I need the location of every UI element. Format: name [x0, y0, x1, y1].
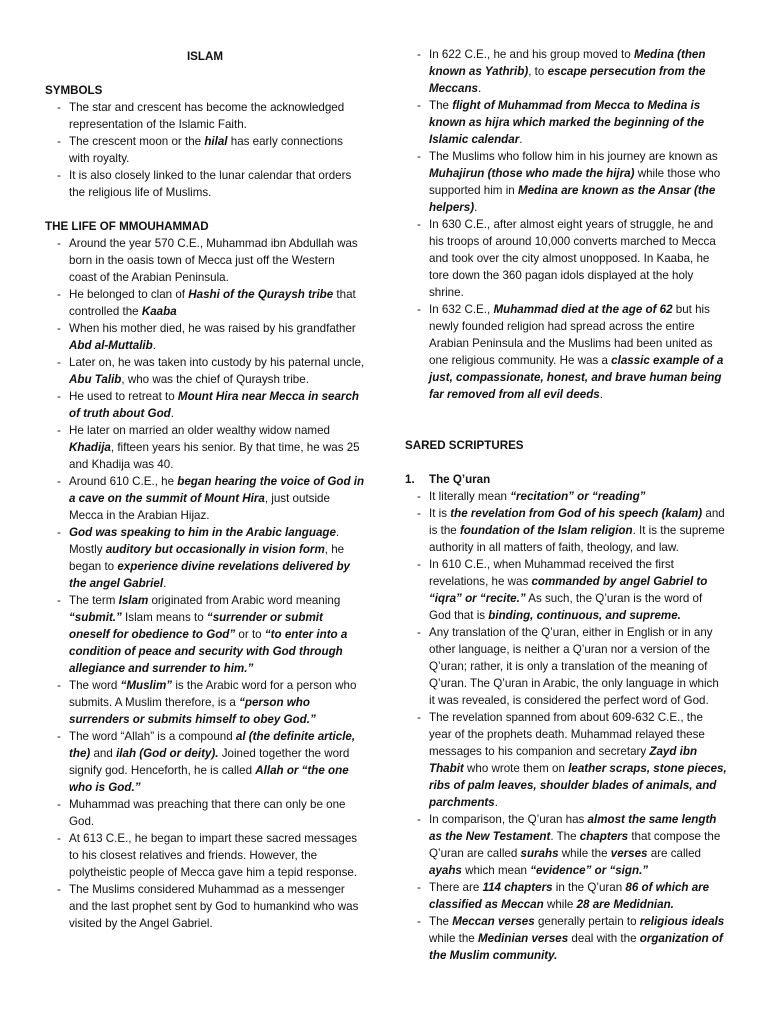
- left-column: [45, 0, 365, 932]
- bullet-dash: -: [417, 48, 421, 61]
- text-run: Zayd ibn Thabit: [429, 745, 698, 775]
- text-run: in the Q’uran: [552, 881, 626, 894]
- list-item: [405, 709, 727, 811]
- text-run: .: [474, 201, 478, 214]
- bullet-dash: -: [417, 626, 421, 639]
- text-run: binding, continuous, and supreme.: [488, 609, 681, 622]
- text-run: Medina are known as the Ansar (the helpers): [429, 184, 716, 214]
- text-run: In comparison, the Q’uran has: [429, 813, 588, 826]
- bullet-dash: -: [57, 679, 61, 692]
- text-run: the revelation from God of his speech (kalam): [450, 507, 703, 520]
- text-run: 114 chapters: [482, 881, 553, 894]
- bullet-dash: -: [417, 218, 421, 231]
- list-item: [45, 320, 365, 354]
- text-run: When his mother died, he was raised by his grandfather: [69, 322, 356, 335]
- text-run: , he began to: [69, 543, 345, 573]
- bullet-dash: -: [57, 594, 61, 607]
- text-run: , just outside Mecca in the Arabian Hijaz.: [69, 492, 330, 522]
- text-run: “submit.”: [69, 611, 122, 624]
- quran-list: [405, 488, 727, 964]
- list-item: [45, 354, 365, 388]
- text-run: flight of Muhammad from Mecca to Medina is known as hijra which marked the beginning of the Islamic calendar: [429, 99, 705, 146]
- list-item: [45, 830, 365, 881]
- text-run: Any translation of the Q’uran, either in English or in any other language, is neither a Q’uran nor a version of the Q’uran; rather, it is only a translation of the meaning of Q’uran. The Q’uran in Arabic, the only language in which it was revealed, is considered the perfect word of God.: [429, 626, 719, 707]
- text-run: , to: [528, 65, 548, 78]
- text-run: . The: [550, 830, 580, 843]
- text-run: Kaaba: [141, 305, 177, 318]
- text-run: . It is the supreme authority in all matters of faith, theology, and law.: [429, 524, 725, 554]
- list-item: [45, 133, 365, 167]
- list-item: [405, 624, 727, 709]
- text-run: foundation of the Islam religion: [459, 524, 633, 537]
- symbols-list: [45, 99, 365, 201]
- bullet-dash: -: [57, 237, 61, 250]
- text-run: hilal: [204, 135, 228, 148]
- text-run: Islam: [118, 594, 149, 607]
- bullet-dash: -: [57, 475, 61, 488]
- bullet-dash: -: [57, 288, 61, 301]
- text-run: deal with the: [568, 932, 640, 945]
- text-run: al (the definite article, the): [69, 730, 356, 760]
- list-item: [405, 913, 727, 964]
- text-run: auditory but occasionally in vision form: [105, 543, 325, 556]
- quran-heading: [405, 471, 727, 488]
- text-run: and is the: [429, 507, 725, 537]
- list-item: [405, 505, 727, 556]
- list-item: [405, 148, 727, 216]
- bullet-dash: -: [417, 881, 421, 894]
- text-run: or to: [235, 628, 265, 641]
- text-run: As such, the Q’uran is the word of God that is: [429, 592, 703, 622]
- bullet-dash: -: [57, 135, 61, 148]
- text-run: 28 are Medidnian.: [576, 898, 674, 911]
- life-heading: THE LIFE OF MMOUHAMMAD: [45, 220, 209, 233]
- text-run: The: [429, 99, 453, 112]
- text-run: In 630 C.E., after almost eight years of struggle, he and his troops of around 10,000 converts marched to Mecca and took over the city almost unopposed. In Kaaba, he tore down the 360 pagan idols displayed at the holy shrine.: [429, 218, 716, 299]
- text-run: while those who supported him in: [429, 167, 721, 197]
- quran-heading-label: The Q’uran: [429, 473, 491, 486]
- text-run: The star and crescent has become the acknowledged representation of the Islamic Faith.: [69, 101, 345, 131]
- text-run: Allah or “the one who is God.”: [69, 764, 349, 794]
- right-column: [405, 0, 727, 964]
- bullet-dash: -: [57, 526, 61, 539]
- list-item: [45, 167, 365, 201]
- text-run: The Muslims who follow him in his journey are known as: [429, 150, 718, 163]
- bullet-dash: -: [57, 356, 61, 369]
- text-run: began hearing the voice of God in a cave on the summit of Mount Hira: [69, 475, 365, 505]
- bullet-dash: -: [417, 303, 421, 316]
- text-run: Medina (then known as Yathrib): [429, 48, 706, 78]
- text-run: Khadija: [69, 441, 111, 454]
- bullet-dash: -: [57, 101, 61, 114]
- bullet-dash: -: [57, 424, 61, 437]
- list-item: [405, 488, 727, 505]
- bullet-dash: -: [57, 322, 61, 335]
- text-run: .: [599, 388, 603, 401]
- bullet-dash: -: [57, 883, 61, 896]
- text-run: is the Arabic word for a person who submits. A Muslim therefore, is a: [69, 679, 357, 709]
- text-run: , fifteen years his senior. By that time, he was 25 and Khadija was 40.: [69, 441, 360, 471]
- text-run: which mean: [461, 864, 531, 877]
- text-run: The: [429, 915, 453, 928]
- text-run: .: [519, 133, 523, 146]
- list-item: [45, 881, 365, 932]
- text-run: . Mostly: [69, 526, 340, 556]
- text-run: The revelation spanned from about 609-632 C.E., the year of the prophets death. Muhammad relayed these messages to his companion and secretary: [429, 711, 705, 758]
- bullet-dash: -: [417, 150, 421, 163]
- text-run: The word: [69, 679, 121, 692]
- list-item: [45, 728, 365, 796]
- list-item: [405, 97, 727, 148]
- bullet-dash: -: [57, 390, 61, 403]
- text-run: It is: [429, 507, 451, 520]
- list-item: [405, 301, 727, 403]
- list-item: [45, 99, 365, 133]
- quran-number: 1.: [405, 473, 415, 486]
- text-run: Hashi of the Quraysh tribe: [188, 288, 334, 301]
- text-run: Muhajirun (those who made the hijra): [429, 167, 635, 180]
- text-run: ilah (God or deity).: [116, 747, 219, 760]
- text-run: In 632 C.E.,: [429, 303, 494, 316]
- text-run: “evidence” or “sign.”: [530, 864, 649, 877]
- text-run: In 610 C.E., when Muhammad received the first revelations, he was: [429, 558, 674, 588]
- text-run: “surrender or submit oneself for obedience to God”: [69, 611, 323, 641]
- text-run: Muhammad died at the age of 62: [493, 303, 673, 316]
- text-run: while the: [429, 932, 478, 945]
- text-run: experience divine revelations delivered by the angel Gabriel: [69, 560, 350, 590]
- text-run: Joined together the word signify god. Henceforth, he is called: [69, 747, 350, 777]
- bullet-dash: -: [57, 730, 61, 743]
- text-run: but his newly founded religion had spread across the entire Arabian Peninsula and the Muslims had been united as one religious community. He was a: [429, 303, 713, 367]
- text-run: who wrote them on: [463, 762, 569, 775]
- text-run: that controlled the: [69, 288, 356, 318]
- text-run: has early connections with royalty.: [69, 135, 343, 165]
- text-run: Medinian verses: [477, 932, 569, 945]
- text-run: There are: [429, 881, 483, 894]
- text-run: organization of the Muslim community.: [429, 932, 723, 962]
- text-run: while: [543, 898, 577, 911]
- text-run: He belonged to clan of: [69, 288, 189, 301]
- list-item: [45, 235, 365, 286]
- text-run: .: [163, 577, 167, 590]
- text-run: It literally mean: [429, 490, 511, 503]
- list-item: [405, 216, 727, 301]
- text-run: He later on married an older wealthy widow named: [69, 424, 330, 437]
- text-run: Muhammad was preaching that there can only be one God.: [69, 798, 346, 828]
- text-run: Islam means to: [121, 611, 207, 624]
- list-item: [405, 556, 727, 624]
- text-run: Around the year 570 C.E., Muhammad ibn Abdullah was born in the oasis town of Mecca just off the Western coast of the Arabian Peninsula.: [69, 237, 358, 284]
- text-run: .: [477, 82, 482, 95]
- bullet-dash: -: [57, 798, 61, 811]
- text-run: ayahs: [429, 864, 462, 877]
- bullet-dash: -: [57, 169, 61, 182]
- list-item: [405, 46, 727, 97]
- text-run: are called: [647, 847, 702, 860]
- list-item: [45, 796, 365, 830]
- bullet-dash: -: [417, 490, 421, 503]
- text-run: Mount Hira near Mecca in search of truth about God: [69, 390, 359, 420]
- text-run: , who was the chief of Quraysh tribe.: [121, 373, 309, 386]
- text-run: surahs: [520, 847, 559, 860]
- text-run: Around 610 C.E., he: [69, 475, 178, 488]
- text-run: .: [170, 407, 174, 420]
- text-run: almost the same length as the New Testament: [429, 813, 717, 843]
- text-run: “to enter into a condition of peace and security with God through allegiance and surrender to him.”: [69, 628, 348, 675]
- text-run: .: [494, 796, 498, 809]
- text-run: classic example of a just, compassionate, honest, and brave human being far removed from all evil deeds: [429, 354, 724, 401]
- list-item: [45, 286, 365, 320]
- list-item: [45, 388, 365, 422]
- text-run: At 613 C.E., he began to impart these sacred messages to his closest relatives and friends. However, the polytheistic people of Mecca gave him a tepid response.: [69, 832, 358, 879]
- list-item: [45, 422, 365, 473]
- text-run: and: [90, 747, 117, 760]
- document-title: ISLAM: [186, 50, 224, 63]
- bullet-dash: -: [417, 558, 421, 571]
- text-run: escape persecution from the Meccans: [429, 65, 706, 95]
- bullet-dash: -: [417, 99, 421, 112]
- list-item: [405, 879, 727, 913]
- text-run: that compose the Q’uran are called: [429, 830, 721, 860]
- text-run: .: [152, 339, 156, 352]
- scriptures-heading: SARED SCRIPTURES: [405, 439, 524, 452]
- list-item: [45, 592, 365, 677]
- text-run: It is also closely linked to the lunar calendar that orders the religious life of Muslims.: [69, 169, 352, 199]
- text-run: Later on, he was taken into custody by his paternal uncle,: [69, 356, 365, 369]
- bullet-dash: -: [57, 832, 61, 845]
- bullet-dash: -: [417, 711, 421, 724]
- text-run: “Muslim”: [120, 679, 173, 692]
- text-run: God was speaking to him in the Arabic language: [69, 526, 336, 539]
- text-run: The word “Allah” is a compound: [69, 730, 236, 743]
- text-run: commanded by angel Gabriel to “iqra” or “recite.”: [429, 575, 708, 605]
- text-run: In 622 C.E., he and his group moved to: [429, 48, 634, 61]
- text-run: He used to retreat to: [69, 390, 178, 403]
- text-run: Abu Talib: [69, 373, 122, 386]
- list-item: [45, 677, 365, 728]
- text-run: The term: [69, 594, 119, 607]
- list-item: [45, 473, 365, 524]
- symbols-heading: SYMBOLS: [45, 84, 103, 97]
- text-run: The Muslims considered Muhammad as a messenger and the last prophet sent by God to humankind who was visited by the Angel Gabriel.: [69, 883, 359, 930]
- list-item: [405, 811, 727, 879]
- text-run: leather scraps, stone pieces, ribs of palm leaves, shoulder blades of animals, and parchments: [429, 762, 727, 809]
- text-run: “recitation” or “reading”: [510, 490, 646, 503]
- text-run: “person who surrenders or submits himself to obey God.”: [69, 696, 316, 726]
- text-run: while the: [558, 847, 611, 860]
- list-item: [45, 524, 365, 592]
- text-run: verses: [610, 847, 648, 860]
- text-run: Abd al-Muttalib: [69, 339, 153, 352]
- text-run: The crescent moon or the: [69, 135, 205, 148]
- text-run: originated from Arabic word meaning: [148, 594, 341, 607]
- life-continued-list: [405, 46, 727, 403]
- bullet-dash: -: [417, 915, 421, 928]
- bullet-dash: -: [417, 813, 421, 826]
- text-run: religious ideals: [639, 915, 725, 928]
- text-run: 86 of which are classified as Meccan: [429, 881, 710, 911]
- text-run: chapters: [579, 830, 629, 843]
- text-run: Meccan verses: [452, 915, 535, 928]
- bullet-dash: -: [417, 507, 421, 520]
- text-run: generally pertain to: [534, 915, 640, 928]
- life-list: [45, 235, 365, 932]
